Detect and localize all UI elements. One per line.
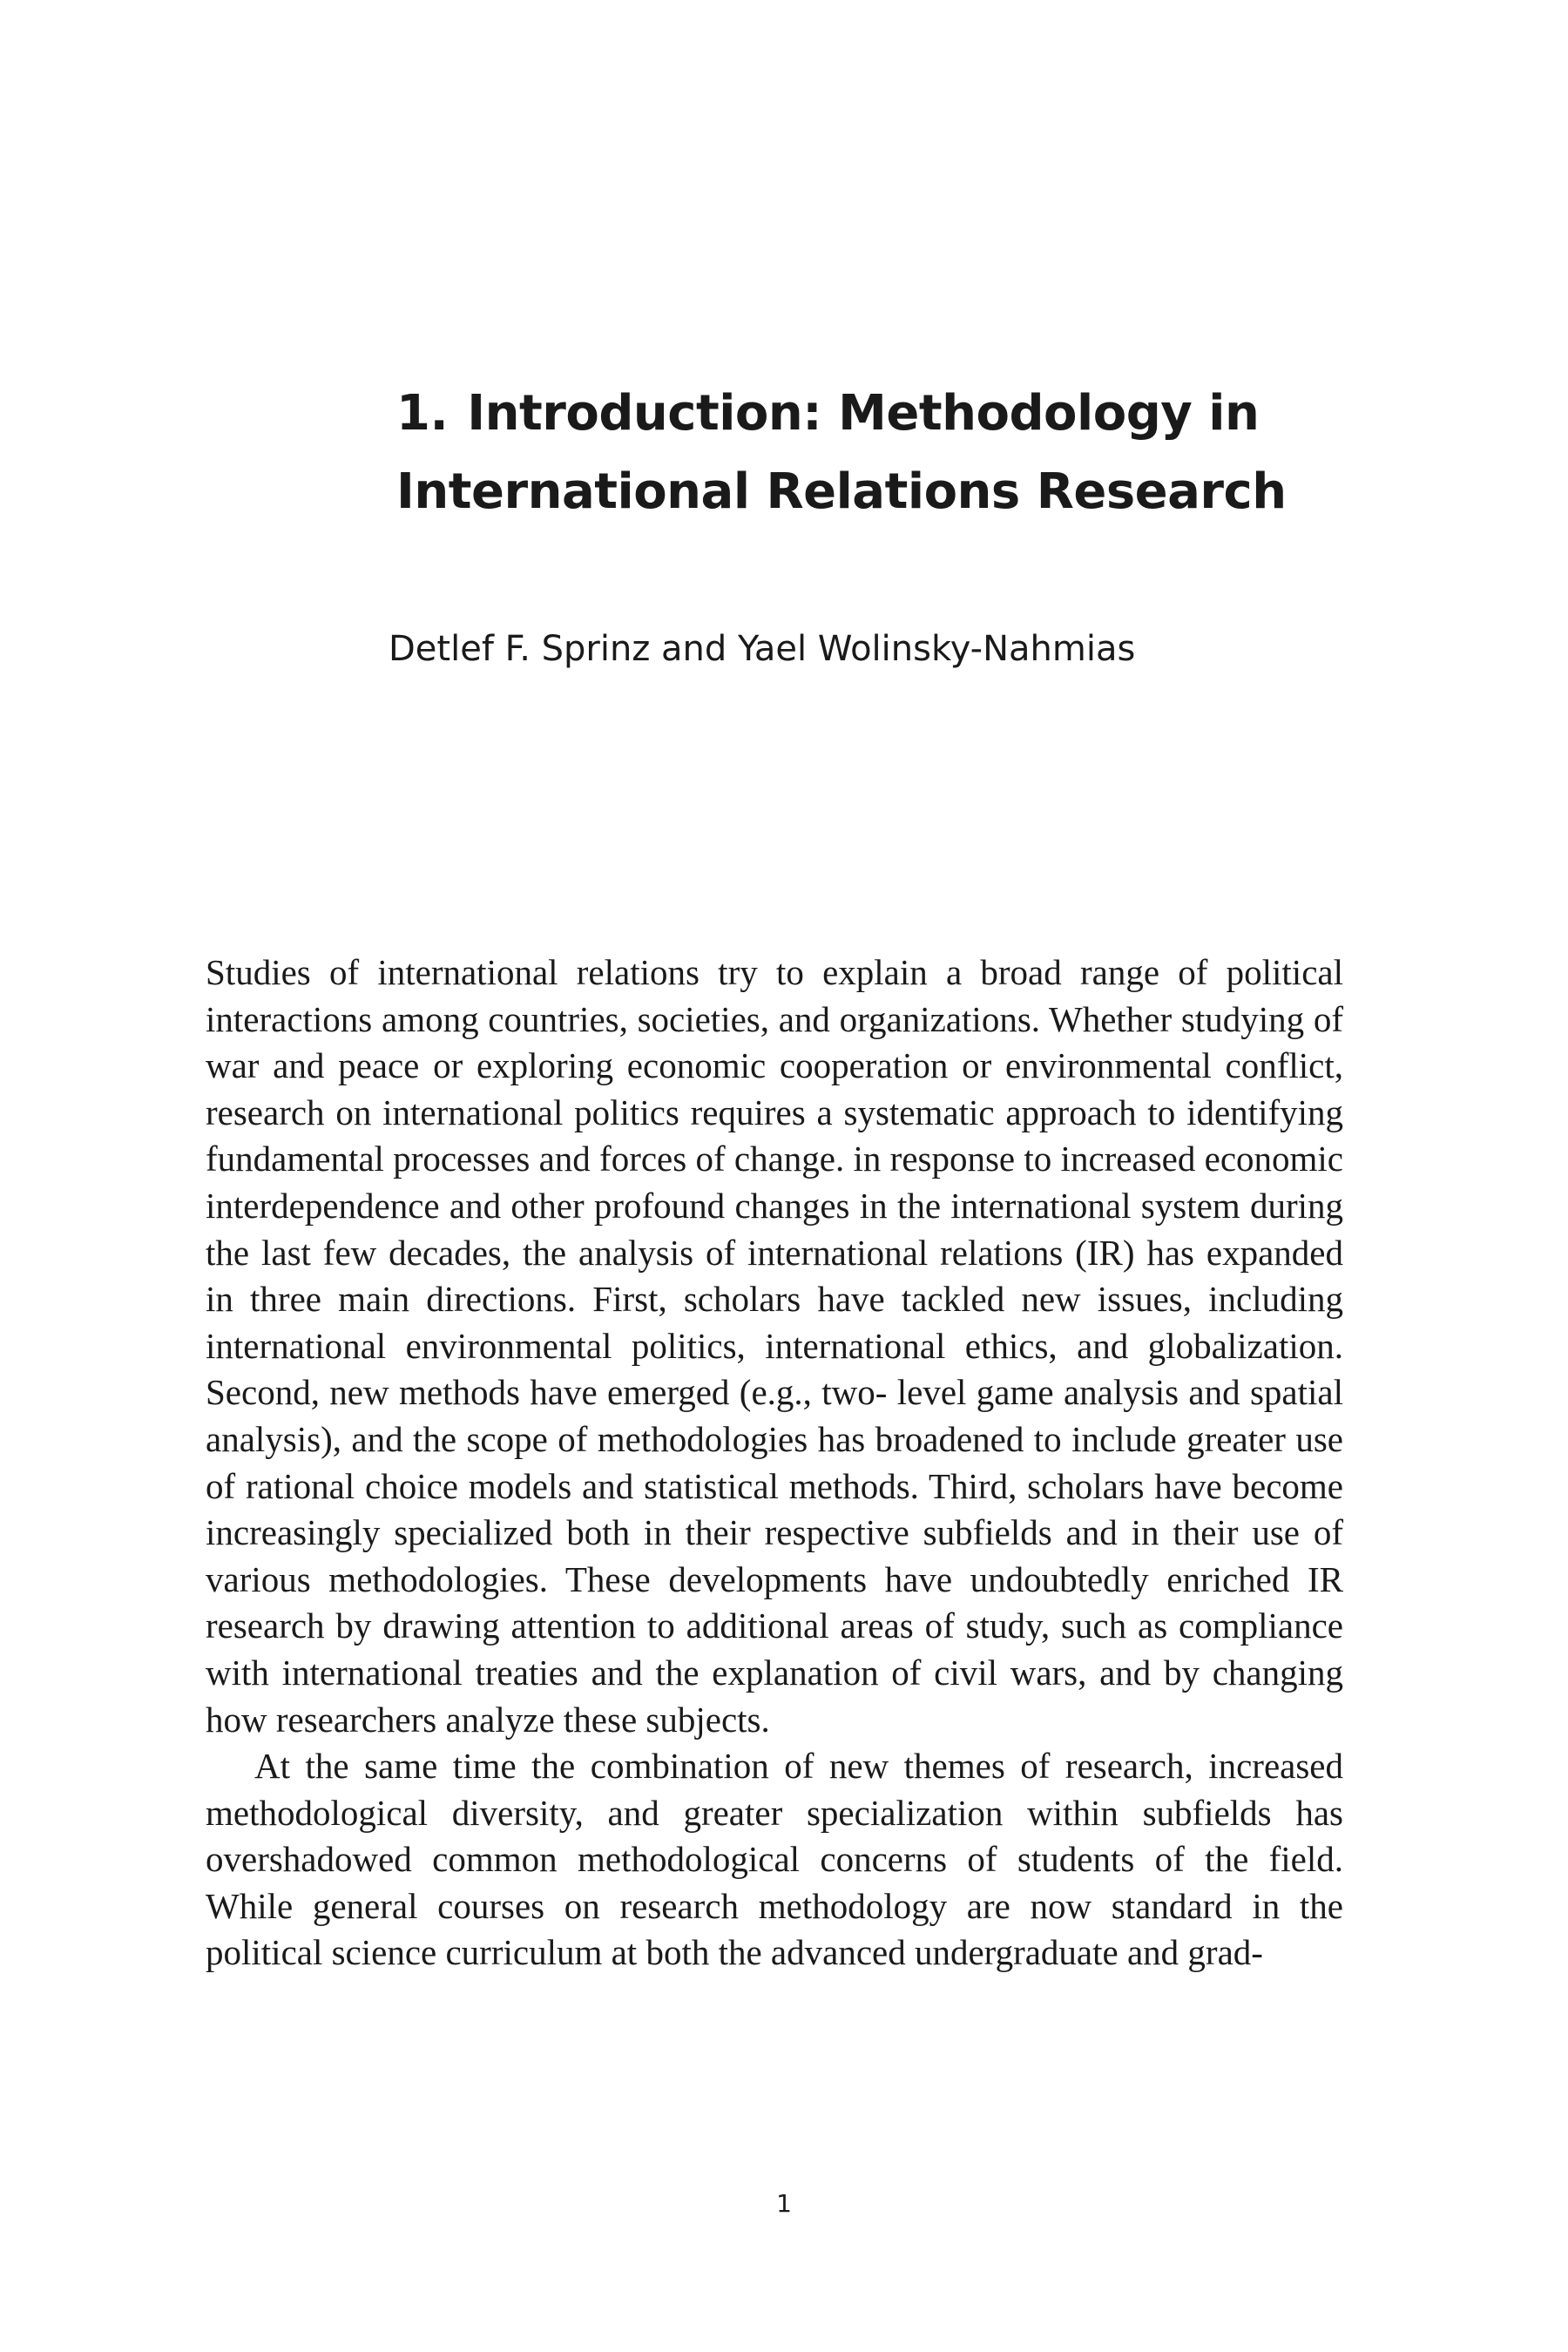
body-text — [206, 950, 1343, 1977]
chapter-title — [396, 375, 1287, 531]
chapter-title-line-2: International Relations Research — [396, 463, 1287, 520]
chapter-authors: Detlef F. Sprinz and Yael Wolinsky-Nahmias — [389, 629, 1136, 669]
chapter-title-text-1: Introduction: Methodology in — [467, 385, 1260, 442]
page-number: 1 — [776, 2189, 792, 2218]
chapter-title-line-1 — [396, 375, 1260, 453]
chapter-number: 1. — [396, 385, 449, 442]
paragraph-1: Studies of international relations try to explain a broad range of political interactions among countries, societies, and organizations. Whether studying of war and peace or exploring economic cooperation or environmental conflict, research on international politics requires a systematic approach to identifying fundamental processes and forces of change. in response to increased economic interdependence and other profound changes in the international system during the last few decades, the analysis of international relations (IR) has expanded in three main directions. First, scholars have tackled new issues, including international environmental politics, international ethics, and globalization. Second, new methods have emerged (e.g., two- level game analysis and spatial analysis), and the scope of methodologies has broadened to include greater use of rational choice models and statistical methods. Third, scholars have become increasingly specialized both in their respective subfields and in their use of various methodologies. These developments have undoubtedly enriched IR research by drawing attention to additional areas of study, such as compliance with international treaties and the explanation of civil wars, and by changing how researchers analyze these subjects. — [206, 952, 1343, 1740]
paragraph-2: At the same time the combination of new themes of research, increased methodological diversity, and greater specialization within subfields has overshadowed common methodological concerns of students of the field. While general courses on research methodology are now standard in the political science curriculum at both the advanced undergraduate and grad- — [206, 1746, 1343, 1973]
